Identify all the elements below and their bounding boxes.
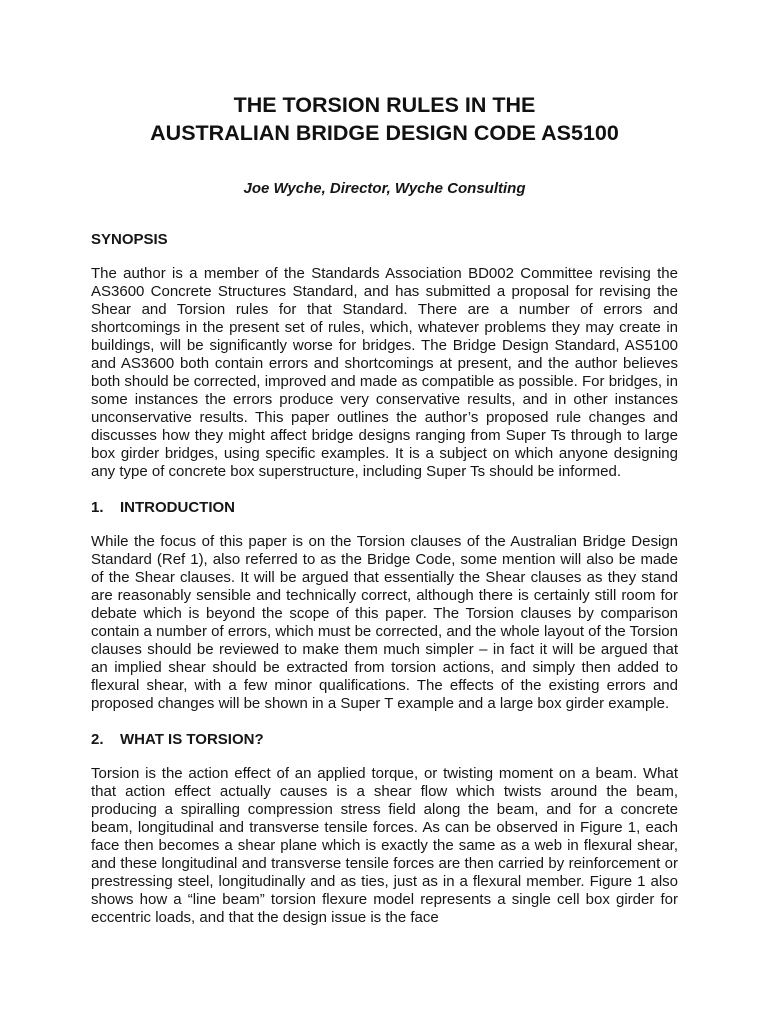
paper-title — [91, 91, 678, 147]
section-title: WHAT IS TORSION? — [120, 731, 264, 748]
section-heading-what-is-torsion — [91, 731, 678, 749]
title-line-2: AUSTRALIAN BRIDGE DESIGN CODE AS5100 — [150, 121, 619, 145]
section-heading-introduction — [91, 499, 678, 517]
section-number: 1. — [91, 499, 104, 516]
document-page — [91, 91, 678, 927]
author-line: Joe Wyche, Director, Wyche Consulting — [243, 180, 526, 197]
synopsis-heading: SYNOPSIS — [91, 231, 168, 248]
introduction-paragraph: While the focus of this paper is on the Torsion clauses of the Australian Bridge Design Standard (Ref 1), also referred to as the Bridge Code, some mention will also be made of the Shear clauses. It will be argued that essentially the Shear clauses as they stand are reasonably sensible and technically correct, although there is certainly still room for debate which is beyond the scope of this paper. The Torsion clauses by comparison contain a number of errors, which must be corrected, and the whole layout of the Torsion clauses should be reviewed to make them much simpler – in fact it will be argued that an implied shear should be extracted from torsion actions, and simply then added to flexural shear, with a few minor qualifications. The effects of the existing errors and proposed changes will be shown in a Super T example and a large box girder example. — [91, 533, 678, 712]
torsion-paragraph: Torsion is the action effect of an applied torque, or twisting moment on a beam. What that action effect actually causes is a shear flow which twists around the beam, producing a spiralling compression stress field along the beam, and for a concrete beam, longitudinal and transverse tensile forces. As can be observed in Figure 1, each face then becomes a shear plane which is exactly the same as a web in flexural shear, and these longitudinal and transverse tensile forces are then carried by reinforcement or prestressing steel, longitudinally and as ties, just as in a flexural member. Figure 1 also shows how a “line beam” torsion flexure model represents a single cell box girder for eccentric loads, and that the design issue is the face — [91, 765, 678, 926]
section-number: 2. — [91, 731, 104, 748]
synopsis-paragraph: The author is a member of the Standards Association BD002 Committee revising the AS3600 Concrete Structures Standard, and has submitted a proposal for revising the Shear and Torsion rules for that Standard. There are a number of errors and shortcomings in the present set of rules, which, whatever problems they may create in buildings, will be significantly worse for bridges. The Bridge Design Standard, AS5100 and AS3600 both contain errors and shortcomings at present, and the author believes both should be corrected, improved and made as compatible as possible. For bridges, in some instances the errors produce very conservative results, and in other instances unconservative results. This paper outlines the author’s proposed rule changes and discusses how they might affect bridge designs ranging from Super Ts through to large box girder bridges, using specific examples. It is a subject on which anyone designing any type of concrete box superstructure, including Super Ts should be informed. — [91, 265, 678, 480]
title-line-1: THE TORSION RULES IN THE — [233, 93, 536, 117]
section-title: INTRODUCTION — [120, 499, 235, 516]
